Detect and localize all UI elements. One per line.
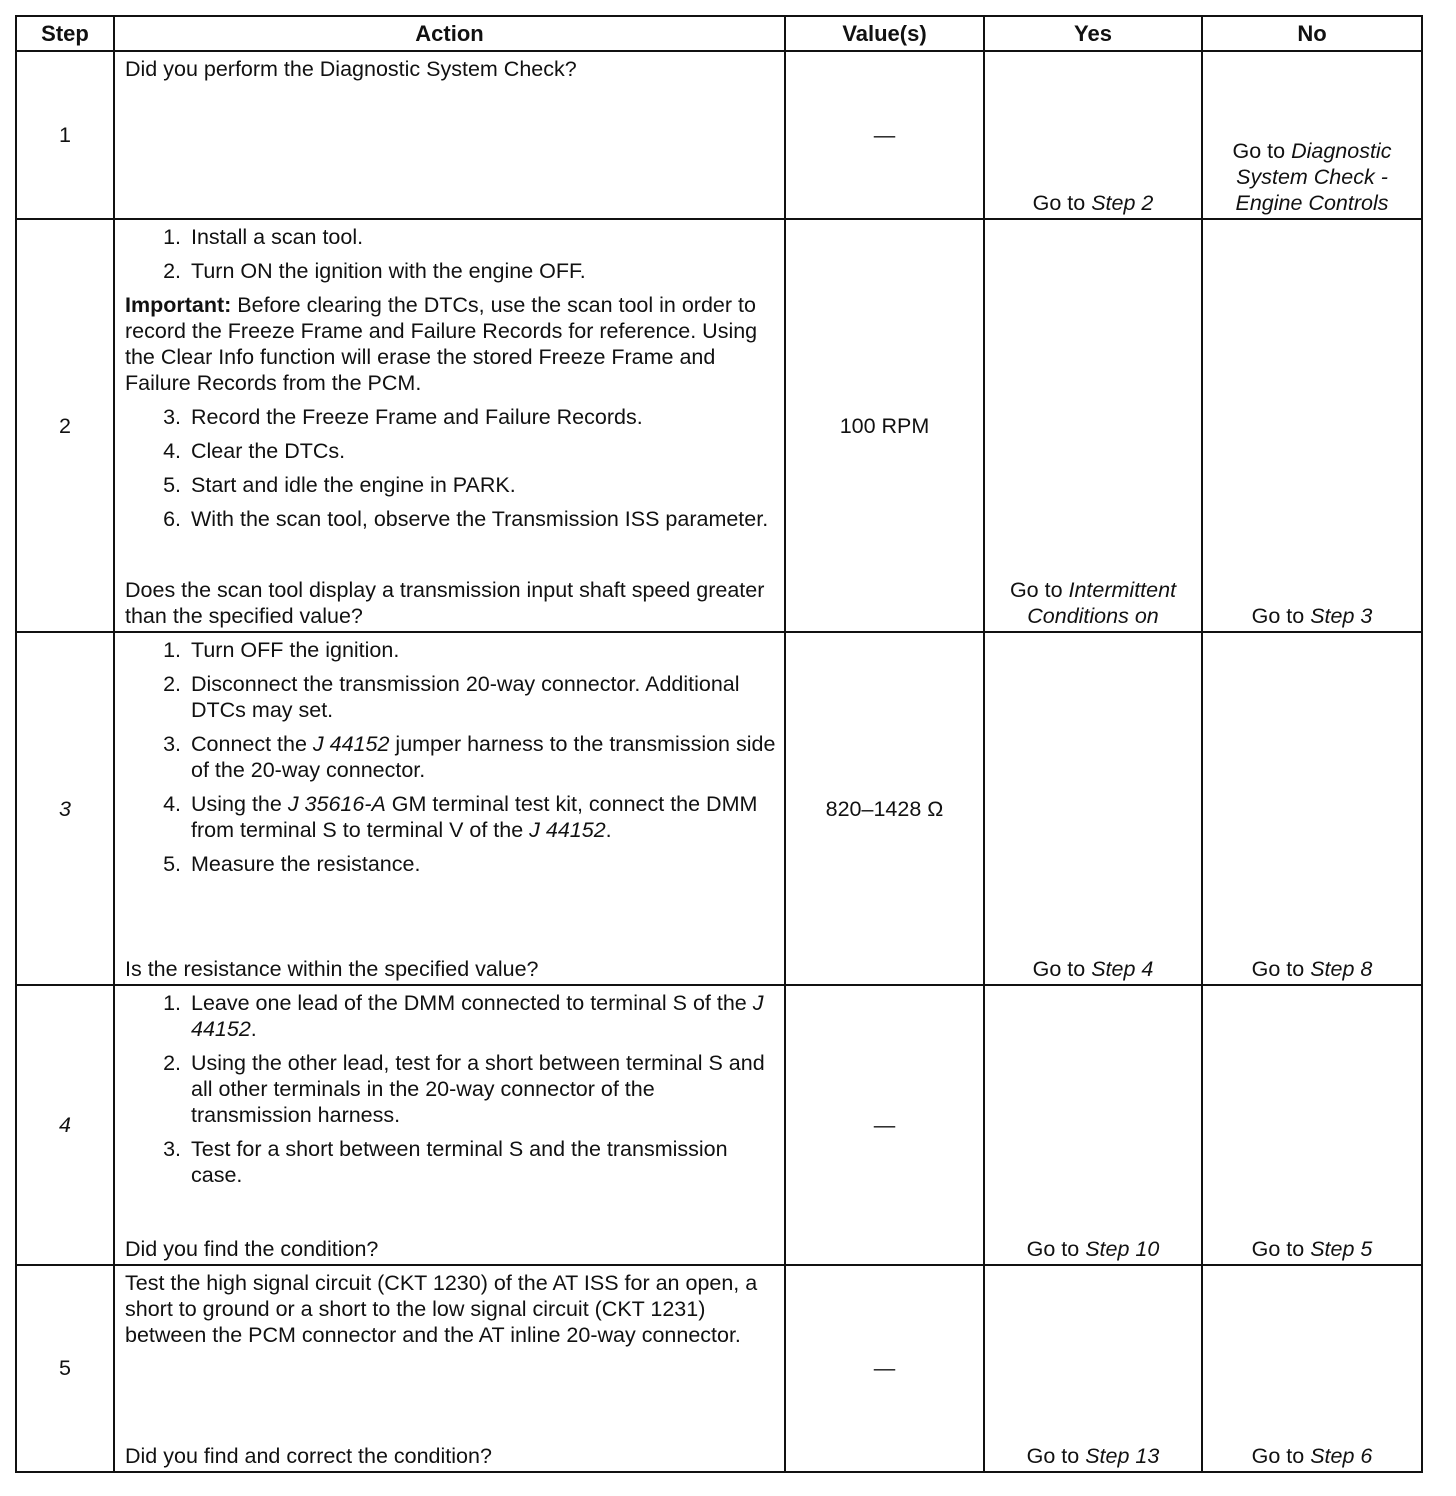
table-row [16, 1265, 1422, 1472]
no-target[interactable]: Diagnostic [1291, 139, 1392, 164]
list-item: 3. Record the Freeze Frame and Failure Records. [163, 405, 643, 430]
no-target[interactable]: Step 5 [1310, 1236, 1373, 1261]
list-item: 2. Disconnect the transmission 20-way connector. Additional DTCs may set. [163, 672, 740, 723]
list-item: 3. Test for a short between terminal S and the transmission case. [163, 1136, 728, 1187]
no-cell[interactable]: Go to Step 3 [1202, 219, 1422, 632]
action-text: Test the high signal circuit (CKT 1230) of the AT ISS for an open, a short to ground or a short to the low signal circuit (CKT 1231) between the PCM connector and the AT inline 20-way connector. [125, 1270, 758, 1347]
list-item: 2. Using the other lead, test for a short between terminal S and all other terminals in the 20-way connector of the transmission harness. [163, 1050, 765, 1127]
yes-target[interactable]: Step 2 [1091, 191, 1154, 216]
step-number: 2 [16, 219, 114, 632]
step-number: 1 [16, 51, 114, 219]
value-cell: — [785, 51, 984, 219]
action-question: Did you perform the Diagnostic System Check? [125, 57, 577, 81]
value-cell: — [785, 985, 984, 1265]
action-question: Is the resistance within the specified value? [125, 956, 539, 981]
list-item: 1. Install a scan tool. [163, 225, 364, 250]
no-cell[interactable]: Go to Step 6 [1202, 1265, 1422, 1472]
header-step: Step [16, 16, 114, 51]
no-target[interactable]: Step 3 [1310, 604, 1373, 629]
yes-cell[interactable]: Go to Step 2 [984, 51, 1202, 219]
tool-reference: J 44152 [191, 990, 764, 1041]
yes-target[interactable]: Step 10 [1085, 1236, 1160, 1261]
header-row [16, 16, 1422, 51]
important-note: Important: Before clearing the DTCs, use the scan tool in order to record the Freeze Frame and Failure Records for reference. Using the Clear Info function will erase the stored Freeze Frame and Failure Records from the PCM. [125, 293, 758, 396]
action-cell [114, 632, 785, 984]
action-question: Did you find the condition? [125, 1236, 379, 1261]
no-cell[interactable]: Go to Diagnostic System Check - Engine Controls [1202, 51, 1422, 219]
yes-cell[interactable]: Go to Step 10 [984, 985, 1202, 1265]
value-cell: — [785, 1265, 984, 1472]
no-cell[interactable]: Go to Step 8 [1202, 632, 1422, 984]
step-number: 4 [16, 985, 114, 1265]
tool-reference: J 44152 [529, 818, 606, 843]
list-item: 4. Clear the DTCs. [163, 439, 346, 464]
header-yes: Yes [984, 16, 1202, 51]
header-no: No [1202, 16, 1422, 51]
yes-target[interactable]: Step 4 [1091, 956, 1154, 981]
tool-reference: J 44152 [312, 732, 390, 757]
list-item: 3. Connect the J 44152 jumper harness to the transmission side of the 20-way connector. [163, 732, 776, 783]
yes-cell[interactable]: Go to Step 13 [984, 1265, 1202, 1472]
table-row [16, 632, 1422, 984]
table-row [16, 51, 1422, 219]
list-item: 1. Turn OFF the ignition. [163, 638, 400, 663]
list-item: 6. With the scan tool, observe the Transmission ISS parameter. [163, 507, 769, 532]
action-question: Did you find and correct the condition? [125, 1444, 492, 1468]
table-row [16, 219, 1422, 632]
value-cell: 820–1428 Ω [785, 632, 984, 984]
list-item: 5. Start and idle the engine in PARK. [163, 473, 516, 498]
action-question: Does the scan tool display a transmission input shaft speed greater than the specified value? [125, 578, 765, 629]
yes-cell[interactable]: Go to Step 4 [984, 632, 1202, 984]
value-cell: 100 RPM [785, 219, 984, 632]
yes-target[interactable]: Step 13 [1085, 1444, 1160, 1468]
action-cell [114, 1265, 785, 1472]
list-item: 2. Turn ON the ignition with the engine OFF. [163, 259, 586, 284]
tool-reference: J 35616-A [287, 792, 386, 817]
list-item: 4. Using the J 35616-A GM terminal test kit, connect the DMM from terminal S to terminal V of the J 44152. [163, 792, 758, 843]
list-item: 1. Leave one lead of the DMM connected to terminal S of the J 44152. [163, 990, 764, 1041]
yes-target[interactable]: Intermittent [1068, 578, 1177, 603]
header-action: Action [114, 16, 785, 51]
action-cell [114, 985, 785, 1265]
table-row [16, 985, 1422, 1265]
action-cell [114, 219, 785, 632]
list-item: 5. Measure the resistance. [163, 852, 421, 877]
yes-cell[interactable]: Go to Intermittent Conditions on [984, 219, 1202, 632]
no-cell[interactable]: Go to Step 5 [1202, 985, 1422, 1265]
no-target[interactable]: Step 8 [1310, 956, 1373, 981]
header-values: Value(s) [785, 16, 984, 51]
no-target[interactable]: Step 6 [1310, 1444, 1373, 1468]
step-number: 5 [16, 1265, 114, 1472]
action-cell [114, 51, 785, 219]
step-number: 3 [16, 632, 114, 984]
diagnostic-table [15, 15, 1423, 1473]
